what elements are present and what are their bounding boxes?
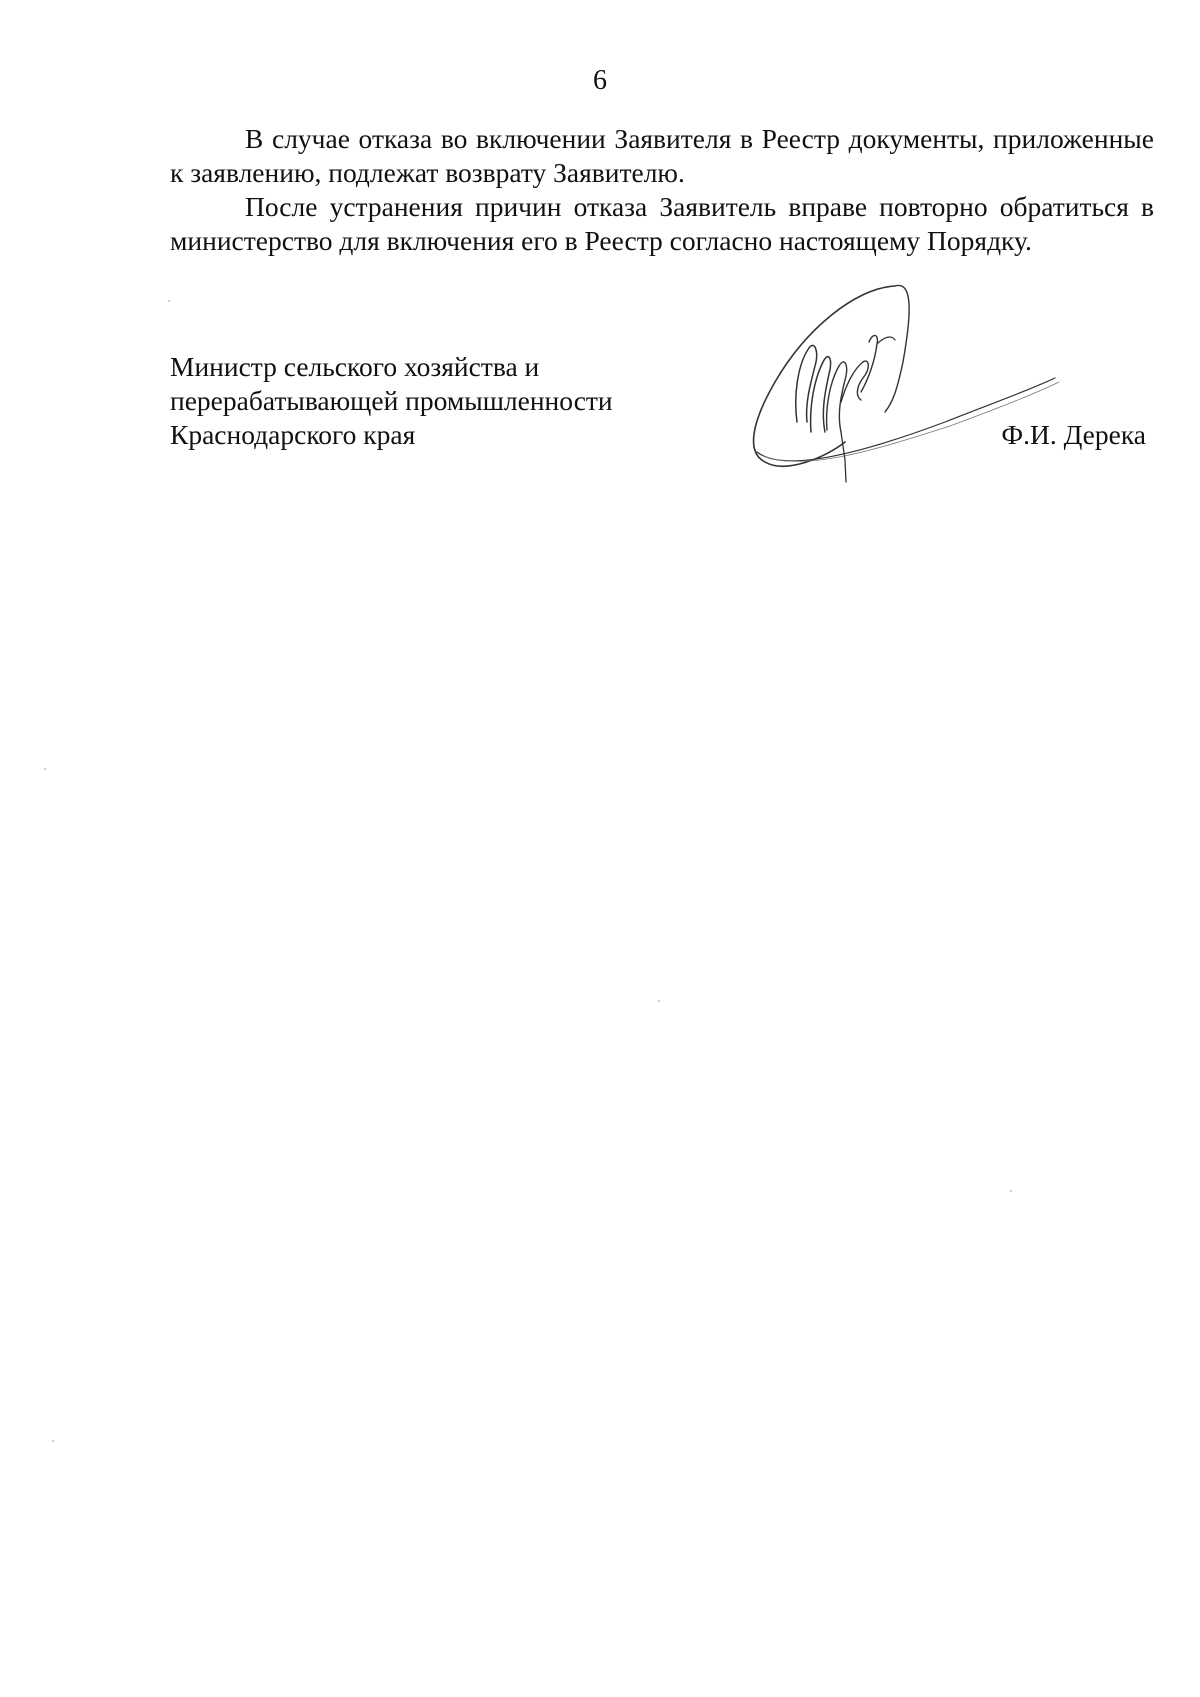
scan-speck — [1010, 1190, 1012, 1192]
body-text — [170, 122, 1154, 258]
signatory-title-line: Краснодарского края — [170, 419, 416, 450]
handwritten-signature — [745, 282, 1065, 502]
signatory-title-line: перерабатывающей промышленности — [170, 385, 613, 416]
scan-speck — [52, 1440, 54, 1442]
signatory-title-line: Министр сельского хозяйства и — [170, 351, 540, 382]
scan-speck — [44, 768, 46, 770]
signatory-title — [170, 350, 613, 452]
paragraph-reapply: После устранения причин отказа Заявитель вправе повторно обратиться в министерство для включения его в Реестр согласно настоящему Порядку. — [170, 191, 1154, 256]
scan-speck — [658, 1000, 660, 1002]
page-number: 6 — [593, 65, 607, 96]
paragraph-refusal-return: В случае отказа во включении Заявителя в Реестр документы, приложенные к заявлению, подлежат возврату Заявителю. — [170, 123, 1154, 188]
signatory-name: Ф.И. Дерека — [1001, 419, 1146, 450]
scan-speck — [168, 300, 170, 302]
